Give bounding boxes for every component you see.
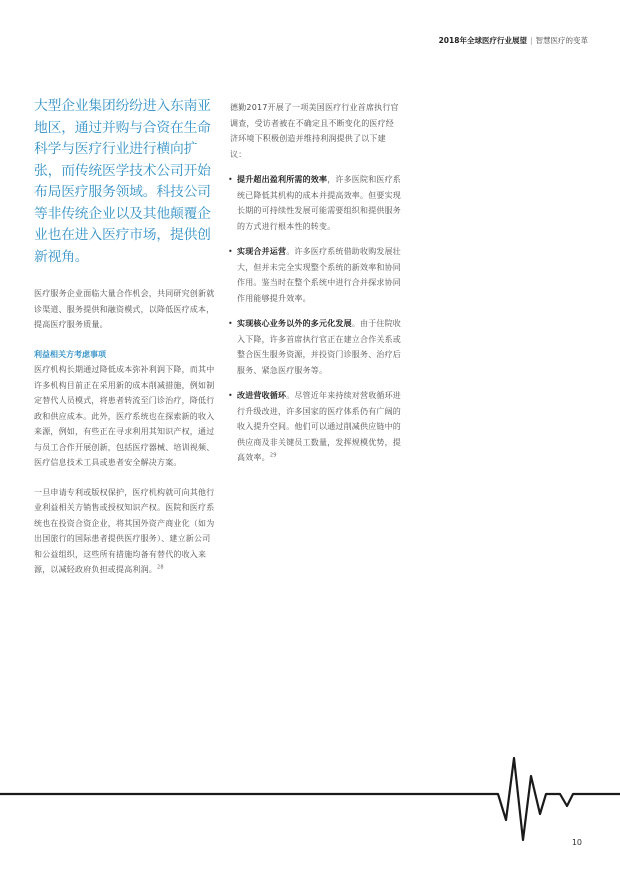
- list-item: [230, 388, 402, 466]
- heartbeat-line-icon: [0, 748, 620, 858]
- bullet-icon: •: [228, 247, 233, 256]
- footnote-ref: 28: [157, 564, 164, 571]
- bullet-icon: •: [228, 175, 233, 184]
- intro-highlight: 大型企业集团纷纷进入东南亚地区，通过并购与合资在生命科学与医疗行业进行横向扩张，而传统医学技术公司开始布局医疗服务领域。科技公司等非传统企业以及其他颠覆企业也在进入医疗市场，提供创新视角。: [34, 98, 211, 265]
- heartbeat-line: [0, 758, 620, 840]
- bullet-text: ，许多医院和医疗系统已降低其机构的成本并提高效率。但要实现长期的可持续性发展可能需要组织和提供服务的方式进行根本性的转变。: [237, 175, 402, 231]
- report-subtitle: 智慧医疗的变革: [535, 36, 588, 45]
- paragraph-ip-text: 一旦申请专利或版权保护，医疗机构就可向其他行业利益相关方销售或授权知识产权。医院和医疗系统也在投资合资企业，将其国外资产商业化（如为出国旅行的国际患者提供医疗服务）、建立新公司和公益组织，这些所有措施均备有替代的收入来源，以减轻政府负担或提高利润。: [34, 487, 215, 574]
- bullet-heading: 实现核心业务以外的多元化发展: [237, 319, 352, 328]
- bullet-heading: 实现合并运营: [237, 247, 287, 256]
- page-header: [439, 35, 588, 46]
- list-item: [230, 244, 402, 306]
- paragraph-cooperation: 医疗服务企业面临大量合作机会，共同研究创新就诊渠道、服务提供和融资模式，以降低医疗成本，提高医疗服务质量。: [34, 289, 215, 329]
- bullet-heading: 改进营收循环: [237, 391, 287, 400]
- bullet-text: 。许多医疗系统借助收购发展壮大，但并未完全实现整个系统的新效率和协同作用。鉴当时在整个系统中进行合并探求协同作用能够提升效率。: [237, 247, 402, 303]
- report-title: 2018年全球医疗行业展望: [438, 36, 527, 45]
- page-number: 10: [571, 838, 582, 847]
- list-item: [230, 172, 402, 234]
- footnote-ref: 29: [269, 452, 277, 459]
- bullet-text: 。由于住院收入下降，许多首席执行官正在建立合作关系或整合医生服务资源，并投资门诊服务、治疗后服务、紧急医疗服务等。: [237, 319, 402, 375]
- paragraph-survey: 德勤2017开展了一项美国医疗行业首席执行官调查，受访者被在不确定且不断变化的医疗经济环境下积极创造并维持利润提供了以下建议：: [230, 103, 399, 159]
- left-column: [34, 96, 216, 592]
- recommendation-list: [230, 172, 402, 466]
- paragraph-ip: [34, 485, 216, 578]
- bullet-heading: 提升超出盈利所需的效率: [237, 175, 328, 184]
- bullet-icon: •: [228, 391, 233, 400]
- section-subheading: 利益相关方考虑事项: [34, 349, 106, 359]
- bullet-icon: •: [228, 319, 233, 328]
- right-column: [230, 100, 402, 476]
- list-item: [230, 316, 402, 378]
- paragraph-stakeholders: 医疗机构长期通过降低成本弥补利润下降，而其中许多机构目前正在采用新的成本削减措施，例如制定替代人员模式，将患者转流至门诊治疗，降低行政和供应成本。此外，医疗系统也在探索新的收入来源，例如，有些正在寻求利用其知识产权，通过与员工合作开展创新，包括医疗器械、培训视频、医疗信息技术工具或患者安全解决方案。: [34, 365, 215, 467]
- header-separator: |: [529, 36, 533, 45]
- bullet-text: 。尽管近年来持续对营收循环进行升级改进，许多国家的医疗体系仍有广阔的收入提升空间。他们可以通过削减供应链中的供应商及非关键员工数量，发挥规模优势，提高效率。: [237, 391, 402, 462]
